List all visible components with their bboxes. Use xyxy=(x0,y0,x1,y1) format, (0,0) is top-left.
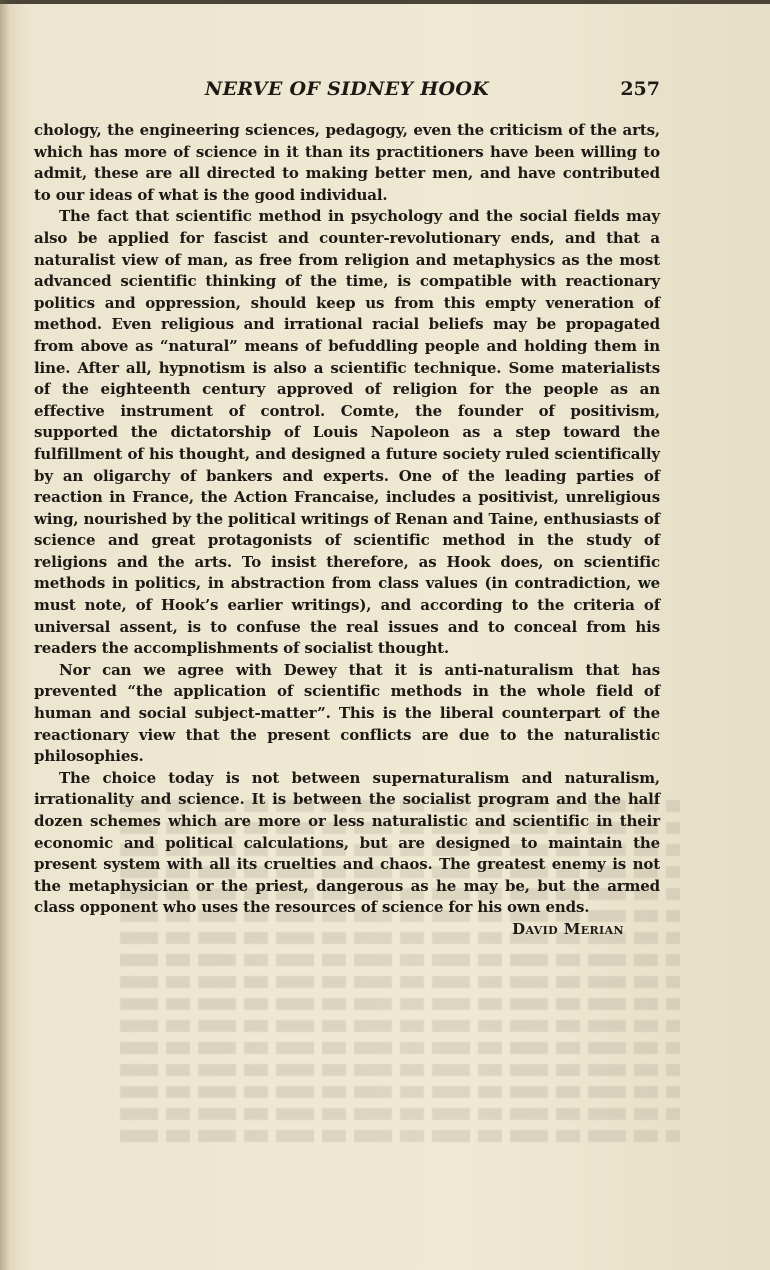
paragraph: The fact that scientific method in psychology and the social fields may also be applied for fascist and counter-revolutionary ends, and that a naturalist view of man, as free from religion and metaphysics as the most advanced scientific thinking of the time, is compatible with reactionary politics and oppression, should keep us from this empty veneration of method. Even religious and irrational racial beliefs may be propagated from above as “natural” means of befuddling people and holding them in line. After all, hypnotism is also a scientific technique. Some materialists of the eighteenth century approved of religion for the people as an effective instrument of control. Comte, the founder of positivism, supported the dictatorship of Louis Napoleon as a step toward the fulfillment of his thought, and designed a future society ruled scientifically by an oligarchy of bankers and experts. One of the leading parties of reaction in France, the Action Francaise, includes a positivist, unreligious wing, nourished by the political writings of Renan and Taine, enthusiasts of science and great protagonists of scientific method in the study of religions and the arts. To insist therefore, as Hook does, on scientific methods in politics, in abstraction from class values (in contradiction, we must note, of Hook’s earlier writings), and according to the criteria of universal assent, is to confuse the real issues and to conceal from his readers the accomplishments of socialist thought. xyxy=(34,207,660,658)
paragraph-continuation: chology, the engineering sciences, pedagogy, even the criticism of the arts, which has more of science in it than its practitioners have been willing to admit, these are all directed to making better men, and have contributed to our ideas of what is the good individual. xyxy=(34,121,660,204)
paragraph: The choice today is not between supernaturalism and naturalism, irrationality and science. It is between the socialist program and the half dozen schemes which are more or less naturalistic and scientific in their economic and political calculations, but are designed to maintain the present system with all its cruelties and chaos. The greatest enemy is not the metaphysician or the priest, dangerous as he may be, but the armed class opponent who uses the resources of science for his own ends. xyxy=(34,768,660,917)
author-signature: David Merian xyxy=(512,919,624,938)
binding-shadow xyxy=(0,0,10,1270)
article-body xyxy=(34,120,660,941)
page-number: 257 xyxy=(620,78,660,100)
paragraph: Nor can we agree with Dewey that it is anti-naturalism that has prevented “the application of scientific methods in the whole field of human and social subject-matter”. This is the liberal counterpart of the reactionary view that the present conflicts are due to the naturalistic philosophies. xyxy=(34,660,660,766)
page-top-edge xyxy=(0,0,770,4)
page-header xyxy=(34,76,660,104)
running-head: NERVE OF SIDNEY HOOK xyxy=(204,78,490,100)
